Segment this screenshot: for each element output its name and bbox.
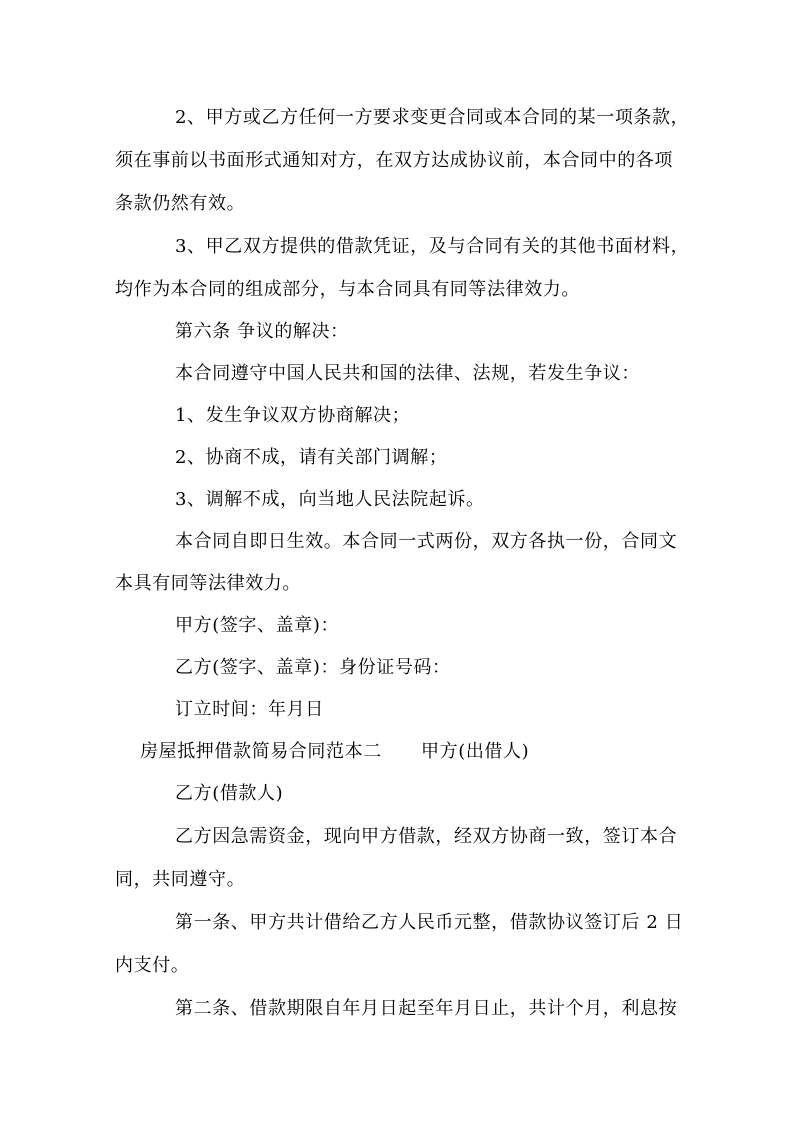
preamble-line-2: 同，共同遵守。 — [115, 869, 246, 890]
article-1-line-1: 第一条、甲方共计借给乙方人民币元整，借款协议签订后 2 日 — [175, 912, 684, 933]
effective-clause-line-2: 本具有同等法律效力。 — [115, 573, 301, 594]
contract-template-2-title: 房屋抵押借款简易合同范本二 — [140, 741, 382, 762]
clause-5-item-3-line-1: 3、甲乙双方提供的借款凭证，及与合同有关的其他书面材料， — [175, 236, 690, 257]
article-2-line-1: 第二条、借款期限自年月日起至年月日止，共计个月，利息按 — [175, 998, 678, 1019]
effective-clause-line-1: 本合同自即日生效。本合同一式两份，双方各执一份，合同文 — [175, 531, 678, 552]
clause-6-heading: 第六条 争议的解决： — [175, 321, 349, 342]
clause-5-item-2-line-3: 条款仍然有效。 — [115, 193, 246, 214]
party-b-signature: 乙方(签字、盖章)：身份证号码： — [175, 657, 451, 678]
clause-6-item-1: 1、发生争议双方协商解决； — [175, 405, 411, 426]
clause-6-item-3: 3、调解不成，向当地人民法院起诉。 — [175, 489, 485, 510]
lender-party-a: 甲方(出借人) — [421, 741, 530, 762]
signing-date: 订立时间：年月日 — [175, 699, 324, 720]
clause-5-item-2-line-1: 2、甲方或乙方任何一方要求变更合同或本合同的某一项条款， — [175, 107, 690, 128]
party-a-signature: 甲方(签字、盖章)： — [175, 615, 340, 636]
borrower-party-b: 乙方(借款人) — [175, 783, 284, 804]
clause-6-item-2: 2、协商不成，请有关部门调解； — [175, 447, 448, 468]
clause-5-item-3-line-2: 均作为本合同的组成部分，与本合同具有同等法律效力。 — [115, 279, 580, 300]
clause-6-intro: 本合同遵守中国人民共和国的法律、法规，若发生争议： — [175, 363, 640, 384]
clause-5-item-2-line-2: 须在事前以书面形式通知对方，在双方达成协议前，本合同中的各项 — [115, 150, 673, 171]
article-1-line-2: 内支付。 — [115, 955, 190, 976]
preamble-line-1: 乙方因急需资金，现向甲方借款，经双方协商一致，签订本合 — [175, 826, 678, 847]
